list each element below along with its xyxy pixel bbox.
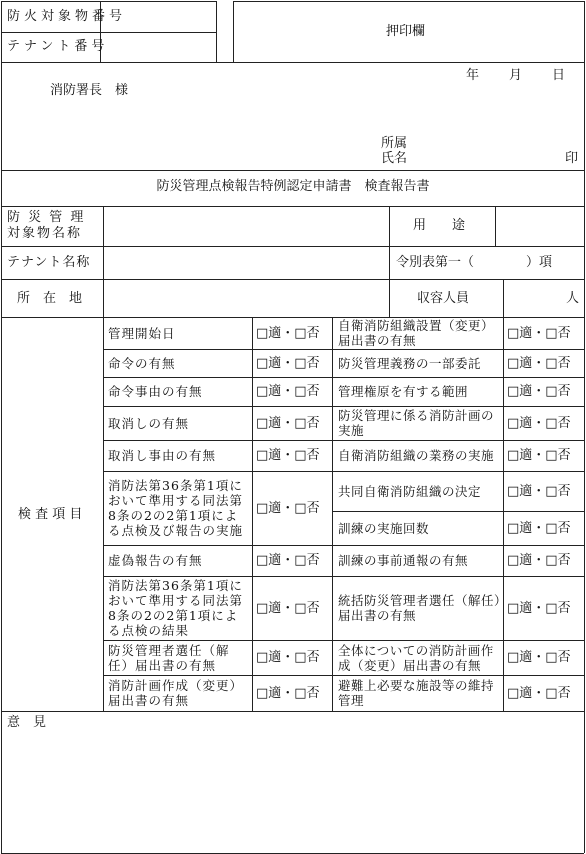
left-item-label: 命令事由の有無: [108, 384, 203, 399]
object-name-label-line2: 対象物名称: [7, 226, 83, 241]
right-item-label: 訓練の事前通報の有無: [338, 553, 469, 568]
right-item-check[interactable]: □適・□否: [507, 600, 571, 616]
name-label: 氏名: [381, 151, 408, 166]
right-item-label: 全体についての消防計画作成（変更）届出書の有無: [338, 642, 494, 673]
tenant-number-label: テナント番号: [7, 39, 109, 54]
fire-target-number-field[interactable]: [102, 3, 214, 31]
right-item-label: 防災管理義務の一部委託: [338, 355, 482, 371]
right-item-label: 避難上必要な施設等の維持管理: [338, 678, 495, 708]
seal-box[interactable]: [235, 3, 582, 61]
opinion-label: 意 見: [7, 715, 47, 730]
left-item-label: 防災管理者選任（解任）届出書の有無: [108, 642, 230, 673]
date-day: 日: [552, 68, 566, 83]
opinion-field[interactable]: [3, 733, 582, 851]
left-item-label: 取消しの有無: [108, 415, 190, 431]
tenant-name-label: テナント名称: [7, 255, 91, 270]
left-item-check[interactable]: □適・□否: [256, 415, 320, 431]
right-item-check[interactable]: □適・□否: [507, 415, 571, 431]
tenant-name-field[interactable]: [105, 248, 387, 278]
left-item-label: 命令の有無: [108, 355, 176, 371]
form-title: 防災管理点検報告特例認定申請書 検査報告書: [156, 179, 430, 194]
left-item-label: 管理開始日: [108, 325, 176, 341]
affiliation-label: 所属: [381, 136, 408, 151]
date-month: 月: [509, 68, 523, 83]
object-name-label-line1: 防 災 管 理: [7, 210, 86, 225]
left-item-label: 虚偽報告の有無: [108, 553, 203, 568]
left-item-label: 消防計画作成（変更）届出書の有無: [108, 678, 244, 708]
recipient-line: 消防署長 様: [50, 83, 129, 98]
left-item-check[interactable]: □適・□否: [256, 600, 320, 616]
left-item-check[interactable]: □適・□否: [256, 448, 320, 463]
left-item-label: 取消し事由の有無: [108, 448, 217, 463]
appendix-label: 令別表第一（ ）項: [396, 255, 553, 270]
right-item-check[interactable]: □適・□否: [507, 685, 571, 701]
left-item-check[interactable]: □適・□否: [256, 650, 320, 665]
left-item-check[interactable]: □適・□否: [256, 685, 320, 701]
capacity-label: 収容人員: [417, 291, 470, 306]
inspection-section-label: 検 査 項 目: [18, 507, 83, 522]
use-field[interactable]: [497, 208, 582, 244]
right-item-check[interactable]: □適・□否: [507, 650, 571, 665]
left-item-check[interactable]: □適・□否: [256, 553, 320, 568]
left-item-check[interactable]: □適・□否: [256, 355, 320, 371]
right-item-check[interactable]: □適・□否: [507, 483, 571, 499]
right-item-label: 自衛消防組織の業務の実施: [338, 448, 495, 463]
left-item-label: 消防法第36条第1項において準用する同法第8条の2の2第1項による点検及び報告の実施: [108, 478, 244, 538]
fire-target-number-label: 防火対象物番号: [7, 9, 127, 24]
left-item-check[interactable]: □適・□否: [256, 325, 320, 341]
right-item-label: 管理権原を有する範囲: [338, 384, 469, 399]
left-item-check[interactable]: □適・□否: [256, 384, 320, 399]
right-item-label: 訓練の実施回数: [338, 520, 430, 536]
object-name-field[interactable]: [105, 208, 387, 244]
use-label: 用 途: [413, 218, 466, 233]
tenant-number-field[interactable]: [102, 34, 214, 61]
capacity-unit: 人: [566, 291, 580, 306]
seal-mark: 印: [565, 151, 579, 166]
seal-label: 押印欄: [386, 24, 426, 39]
date-year: 年: [466, 68, 480, 83]
location-field[interactable]: [105, 281, 387, 316]
right-item-check[interactable]: □適・□否: [507, 355, 571, 371]
left-item-check[interactable]: □適・□否: [256, 500, 320, 516]
right-item-check[interactable]: □適・□否: [507, 553, 571, 568]
right-item-label: 防災管理に係る消防計画の実施: [338, 408, 495, 438]
right-item-check[interactable]: □適・□否: [507, 520, 571, 536]
location-label: 所 在 地: [17, 291, 83, 306]
left-item-label: 消防法第36条第1項において準用する同法第8条の2の2第1項による点検の結果: [108, 578, 244, 638]
right-item-label: 自衛消防組織設置（変更）届出書の有無: [338, 318, 495, 348]
right-item-check[interactable]: □適・□否: [507, 325, 571, 341]
right-item-check[interactable]: □適・□否: [507, 448, 571, 463]
right-item-label: 共同自衛消防組織の決定: [338, 483, 482, 499]
right-item-check[interactable]: □適・□否: [507, 384, 571, 399]
right-item-label: 統括防災管理者選任（解任）届出書の有無: [338, 593, 501, 623]
